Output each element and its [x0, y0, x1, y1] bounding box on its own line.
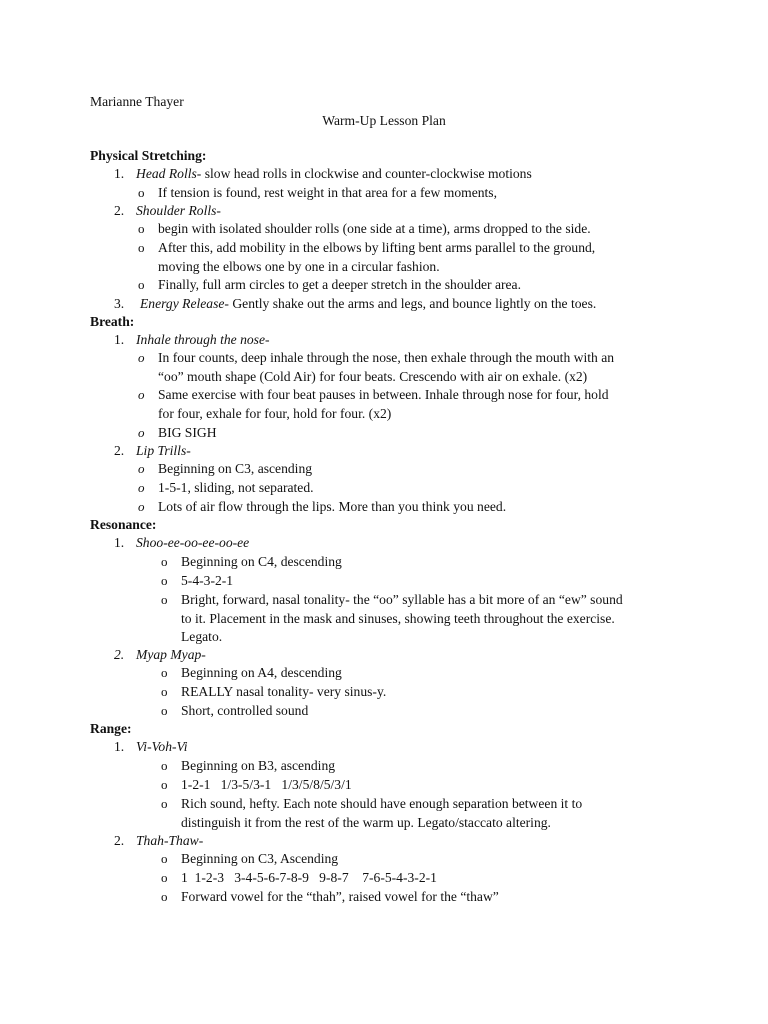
item-desc: - slow head rolls in clockwise and counter-clockwise motions	[196, 166, 532, 181]
item-number: 3.	[114, 296, 125, 311]
bullet-o: o	[161, 684, 168, 699]
section-heading-range: Range:	[90, 721, 132, 736]
bullet-o: o	[161, 703, 168, 718]
item-number: 1.	[114, 332, 125, 347]
item-vi-voh-vi: Vi-Voh-Vi	[136, 739, 188, 754]
bullet-o: o	[138, 277, 145, 292]
item-number: 1.	[114, 166, 125, 181]
sub-item-cont: to it. Placement in the mask and sinuses, showing teeth throughout the exercise.	[181, 611, 615, 626]
sub-item: Short, controlled sound	[181, 703, 309, 718]
item-inhale: Inhale through the nose-	[136, 332, 270, 347]
bullet-o: o	[161, 592, 168, 607]
sub-item: Rich sound, hefty. Each note should have enough separation between it to	[181, 796, 583, 811]
item-lip-trills: Lip Trills-	[136, 443, 191, 458]
bullet-o: o	[138, 499, 145, 514]
item-number: 2.	[114, 443, 125, 458]
sub-item-cont: distinguish it from the rest of the warm up. Legato/staccato altering.	[181, 815, 551, 830]
sub-item: After this, add mobility in the elbows by lifting bent arms parallel to the ground,	[158, 240, 596, 255]
sub-item: In four counts, deep inhale through the nose, then exhale through the mouth with an	[158, 350, 615, 365]
sub-item: Lots of air flow through the lips. More than you think you need.	[158, 499, 507, 514]
bullet-o: o	[161, 758, 168, 773]
bullet-o: o	[138, 240, 145, 255]
sub-item-cont: moving the elbows one by one in a circular fashion.	[158, 259, 440, 274]
bullet-o: o	[161, 851, 168, 866]
item-number: 1.	[114, 739, 125, 754]
bullet-o: o	[138, 350, 145, 365]
bullet-o: o	[161, 796, 168, 811]
bullet-o: o	[161, 777, 168, 792]
bullet-o: o	[138, 425, 145, 440]
bullet-o: o	[138, 185, 145, 200]
section-heading-breath: Breath:	[90, 314, 135, 329]
item-name: Head Rolls	[136, 166, 197, 181]
sub-item: Same exercise with four beat pauses in between. Inhale through nose for four, hold	[158, 387, 609, 402]
bullet-o: o	[138, 221, 145, 236]
sub-item: begin with isolated shoulder rolls (one side at a time), arms dropped to the side.	[158, 221, 591, 236]
sub-item: Finally, full arm circles to get a deeper stretch in the shoulder area.	[158, 277, 521, 292]
item-thah-thaw: Thah-Thaw-	[136, 833, 204, 848]
item-number: 1.	[114, 535, 125, 550]
item-name: Energy Release	[140, 296, 225, 311]
item-shoo: Shoo-ee-oo-ee-oo-ee	[136, 535, 250, 550]
bullet-o: o	[138, 480, 145, 495]
bullet-o: o	[161, 573, 168, 588]
sub-item: Beginning on A4, descending	[181, 665, 342, 680]
sub-item-cont: for four, exhale for four, hold for four. (x2)	[158, 406, 392, 421]
section-heading-physical: Physical Stretching:	[90, 148, 207, 163]
bullet-o: o	[161, 870, 168, 885]
author-name: Marianne Thayer	[90, 94, 184, 109]
bullet-o: o	[161, 889, 168, 904]
sub-item-cont: “oo” mouth shape (Cold Air) for four beats. Crescendo with air on exhale. (x2)	[158, 369, 588, 384]
sub-item: Beginning on C3, Ascending	[181, 851, 339, 866]
item-number: 2.	[114, 833, 125, 848]
sub-item: Forward vowel for the “thah”, raised vowel for the “thaw”	[181, 889, 499, 904]
item-energy-release	[140, 296, 596, 312]
item-desc: - Gently shake out the arms and legs, and bounce lightly on the toes.	[224, 296, 597, 311]
item-head-rolls	[136, 166, 532, 182]
document-title: Warm-Up Lesson Plan	[322, 113, 446, 128]
sub-item: Beginning on C4, descending	[181, 554, 342, 569]
item-shoulder-rolls: Shoulder Rolls-	[136, 203, 221, 218]
sub-item: Bright, forward, nasal tonality- the “oo” syllable has a bit more of an “ew” sound	[181, 592, 623, 607]
section-heading-resonance: Resonance:	[90, 517, 157, 532]
sub-item: Beginning on C3, ascending	[158, 461, 313, 476]
item-number: 2.	[114, 203, 125, 218]
item-myap: Myap Myap-	[136, 647, 206, 662]
sub-item-cont: Legato.	[181, 629, 223, 644]
sub-item: Beginning on B3, ascending	[181, 758, 336, 773]
bullet-o: o	[161, 665, 168, 680]
sub-item: REALLY nasal tonality- very sinus-y.	[181, 684, 387, 699]
sub-item: If tension is found, rest weight in that area for a few moments,	[158, 185, 497, 200]
sub-item: 1 1-2-3 3-4-5-6-7-8-9 9-8-7 7-6-5-4-3-2-1	[181, 870, 437, 885]
bullet-o: o	[138, 461, 145, 476]
sub-item: 1-5-1, sliding, not separated.	[158, 480, 314, 495]
sub-item: 1-2-1 1/3-5/3-1 1/3/5/8/5/3/1	[181, 777, 352, 792]
bullet-o: o	[138, 387, 145, 402]
item-number: 2.	[114, 647, 125, 662]
bullet-o: o	[161, 554, 168, 569]
sub-item: 5-4-3-2-1	[181, 573, 234, 588]
sub-item: BIG SIGH	[158, 425, 217, 440]
